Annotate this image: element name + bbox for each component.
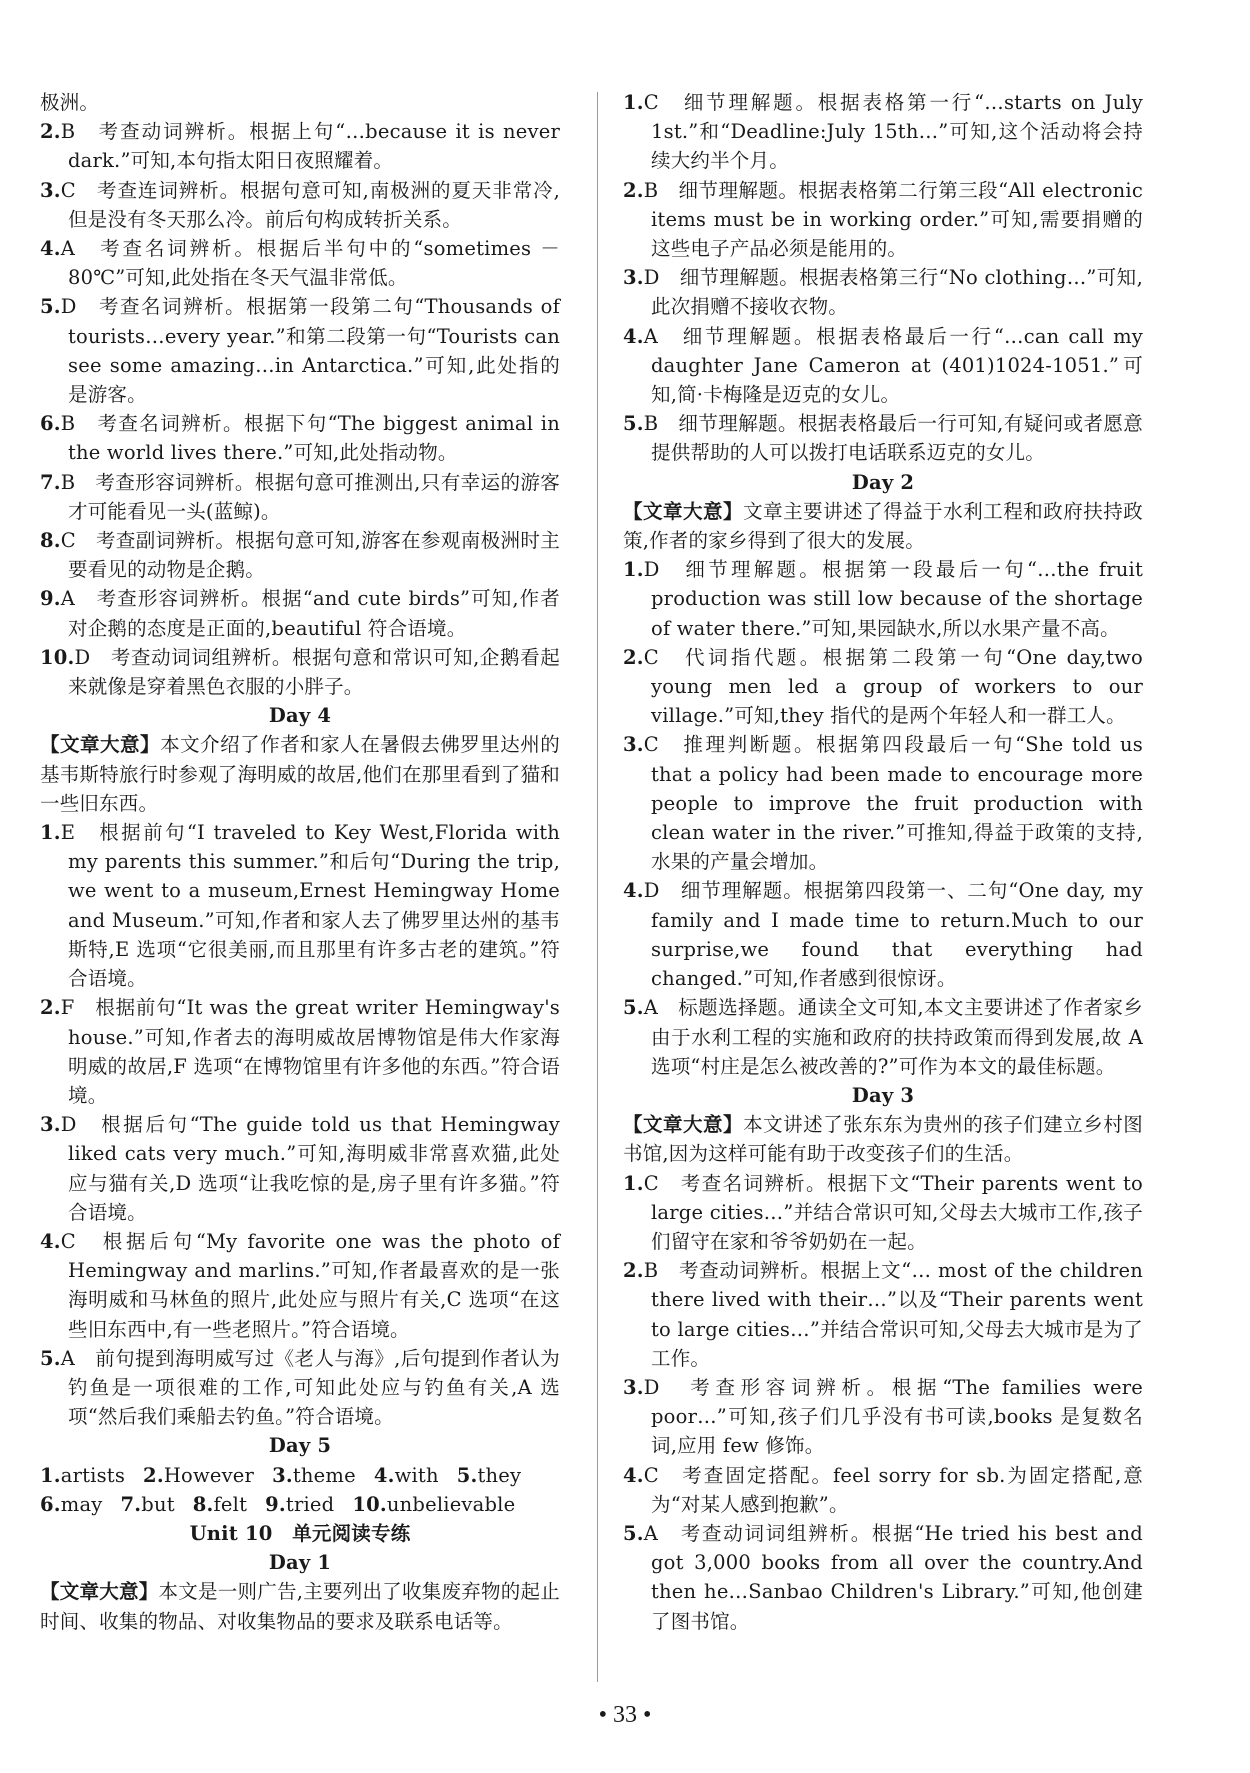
answer-number: 1. — [40, 821, 61, 845]
word-value: with — [394, 1463, 439, 1487]
answer-number: 1. — [623, 1171, 644, 1195]
word-number: 1. — [40, 1463, 61, 1487]
answer-number: 6. — [40, 412, 61, 436]
answer-item — [623, 876, 1143, 993]
answer-text: B 考查动词辨析。根据上句“…because it is never dark.”可知,本句指太阳日夜照耀着。 — [60, 120, 560, 173]
word-number: 8. — [192, 1492, 214, 1516]
answer-item — [40, 526, 560, 584]
section-heading: Day 4 — [268, 704, 332, 728]
summary-text: 文章主要讲述了得益于水利工程和政府扶持政策,作者的家乡得到了很大的发展。 — [623, 499, 1143, 553]
answer-text: F 根据前句“It was the great writer Hemingway's house.”可知,作者去的海明威故居博物馆是伟大作家海明威的故居,F 选项“在博物馆里有许多他的东西。”符合语境。 — [60, 996, 560, 1107]
word-answer-row — [40, 1490, 560, 1519]
answer-item — [623, 88, 1143, 176]
answer-number: 3. — [40, 178, 61, 202]
answer-number: 2. — [40, 996, 61, 1020]
word-value: However — [163, 1463, 255, 1487]
word-answer — [193, 1490, 247, 1519]
answer-item — [623, 643, 1143, 731]
answer-number: 5. — [623, 412, 644, 436]
left-column — [40, 88, 560, 1636]
answer-number: 2. — [623, 178, 644, 202]
answer-text: C 细节理解题。根据表格第一行“…starts on July 1st.”和“Deadline:July 15th…”可知,这个活动将会持续大约半个月。 — [643, 91, 1143, 173]
word-number: 9. — [265, 1492, 286, 1516]
word-value: artists — [60, 1463, 126, 1487]
answer-item — [623, 1373, 1143, 1461]
answer-text: A 考查形容词辨析。根据“and cute birds”可知,作者对企鹅的态度是正面的,beautiful 符合语境。 — [60, 587, 560, 640]
answer-item — [623, 409, 1143, 467]
answer-number: 1. — [623, 558, 644, 582]
word-answer — [374, 1461, 439, 1490]
answer-text: A 标题选择题。通读全文可知,本文主要讲述了作者家乡由于水利工程的实施和政府的扶持政策而得到发展,故 A 选项“村庄是怎么被改善的?”可作为本文的最佳标题。 — [643, 996, 1143, 1078]
answer-text: B 细节理解题。根据表格第二行第三段“All electronic items must be in working order.”可知,需要捐赠的这些电子产品必须是能用的。 — [643, 178, 1143, 261]
answer-text: C 根据后句“My favorite one was the photo of Hemingway and marlins.”可知,作者最喜欢的是一张海明威和马林鱼的照片,此处应与照片有关,C 选项“在这些旧东西中,有一些老照片。”符合语境。 — [60, 1229, 560, 1341]
answer-text: B 考查动词辨析。根据上文“… most of the children there lived with their…”以及“Their parents went to large cities…”并结合常识可知,父母去大城市是为了工作。 — [643, 1259, 1143, 1370]
answer-item — [40, 584, 560, 642]
answer-number: 2. — [623, 1259, 644, 1283]
word-number: 5. — [456, 1463, 478, 1487]
word-answer — [143, 1461, 254, 1490]
summary-tag: 【文章大意】 — [40, 733, 161, 757]
answer-item — [40, 993, 560, 1110]
answer-item — [623, 1519, 1143, 1636]
answer-number: 5. — [623, 1521, 644, 1545]
word-value: unbelievable — [386, 1492, 516, 1516]
word-value: but — [141, 1492, 175, 1516]
word-number: 2. — [143, 1463, 164, 1487]
answer-item — [623, 263, 1143, 321]
answer-item — [40, 176, 560, 234]
answer-number: 4. — [623, 879, 644, 903]
answer-number: 3. — [623, 733, 644, 757]
answer-text: C 代词指代题。根据第二段第一句“One day,two young men led a group of workers to our village.”可知,they 指代的是两个年轻人和一群工人。 — [643, 645, 1143, 728]
summary-text: 本文是一则广告,主要列出了收集废弃物的起止时间、收集的物品、对收集物品的要求及联系电话等。 — [40, 1580, 560, 1633]
answer-text: A 细节理解题。根据表格最后一行“…can call my daughter Jane Cameron at (401)1024-1051.”可知,简·卡梅隆是迈克的女儿。 — [643, 324, 1143, 407]
section-heading: Day 1 — [268, 1551, 332, 1575]
answer-number: 4. — [40, 237, 61, 261]
right-column — [623, 88, 1143, 1636]
word-number: 3. — [272, 1463, 293, 1487]
answer-number: 5. — [623, 996, 644, 1020]
section-heading: Day 5 — [268, 1434, 332, 1458]
answer-number: 5. — [40, 1346, 61, 1370]
answer-text: A 考查名词辨析。根据后半句中的“sometimes －80℃”可知,此处指在冬天气温非常低。 — [60, 237, 560, 290]
answer-number: 2. — [623, 645, 644, 669]
section-heading: Unit 10 单元阅读专练 — [189, 1521, 411, 1545]
summary-tag: 【文章大意】 — [623, 1113, 744, 1137]
answer-text: D 考查动词词组辨析。根据句意和常识可知,企鹅看起来就像是穿着黑色衣服的小胖子。 — [68, 645, 560, 699]
section-heading: Day 2 — [851, 470, 915, 494]
answer-number: 9. — [40, 587, 61, 611]
answer-item — [40, 468, 560, 526]
page-number: • 33 • — [598, 1702, 652, 1728]
word-answer — [40, 1490, 103, 1519]
summary-paragraph — [40, 730, 560, 818]
answer-text: C 推理判断题。根据第四段最后一句“She told us that a policy had been made to encourage more people to improve the fruit production with clean water in the river.”可推知,得益于政策的支持,水果的产量会增加。 — [643, 733, 1143, 874]
answer-item — [40, 643, 560, 701]
summary-paragraph — [40, 1577, 560, 1635]
answer-item — [40, 818, 560, 993]
summary-text: 本文介绍了作者和家人在暑假去佛罗里达州的基韦斯特旅行时参观了海明威的故居,他们在那里看到了猫和一些旧东西。 — [40, 733, 560, 815]
word-answer — [457, 1461, 522, 1490]
answer-item — [40, 1344, 560, 1432]
answer-number: 4. — [623, 1463, 644, 1487]
answer-item — [40, 292, 560, 409]
answer-item — [623, 176, 1143, 264]
answer-item — [623, 1256, 1143, 1373]
answer-item — [40, 1110, 560, 1227]
answer-item — [623, 322, 1143, 410]
answer-number: 3. — [40, 1113, 61, 1137]
word-number: 10. — [352, 1492, 387, 1516]
word-value: tried — [285, 1492, 335, 1516]
word-answer — [272, 1461, 356, 1490]
answer-item — [40, 117, 560, 175]
answer-text: E 根据前句“I traveled to Key West,Florida with my parents this summer.”和后句“During the trip, we went to a museum,Ernest Hemingway Home and Museum.”可知,作者和家人去了佛罗里达州的基韦斯特,E 选项“它很美丽,而且那里有许多古老的建筑。”符合语境。 — [60, 821, 560, 991]
answer-number: 1. — [623, 91, 644, 114]
answer-text: D 考查形容词辨析。根据“The families were poor…”可知,孩子们几乎没有书可读,books 是复数名词,应用 few 修饰。 — [643, 1375, 1143, 1458]
answer-number: 4. — [40, 1229, 61, 1253]
answer-text: B 考查名词辨析。根据下句“The biggest animal in the world lives there.”可知,此处指动物。 — [60, 412, 560, 465]
section-heading: Day 3 — [851, 1083, 915, 1107]
answer-number: 8. — [40, 529, 61, 553]
word-number: 4. — [373, 1463, 395, 1487]
answer-item — [623, 1461, 1143, 1519]
answer-text: D 考查名词辨析。根据第一段第二句“Thousands of tourists…every year.”和第二段第一句“Tourists can see some amazing…in Antarctica.”可知,此处指的是游客。 — [60, 295, 560, 407]
word-answer — [121, 1490, 175, 1519]
answer-text: B 细节理解题。根据表格最后一行可知,有疑问或者愿意提供帮助的人可以拨打电话联系迈克的女儿。 — [643, 412, 1143, 465]
answer-number: 2. — [40, 120, 61, 144]
answer-text: C 考查连词辨析。根据句意可知,南极洲的夏天非常冷,但是没有冬天那么冷。前后句构成转折关系。 — [60, 178, 560, 231]
answer-text: C 考查固定搭配。feel sorry for sb.为固定搭配,意为“对某人感到抱歉”。 — [643, 1463, 1143, 1516]
answer-text: D 细节理解题。根据表格第三行“No clothing…”可知,此次捐赠不接收衣物。 — [643, 266, 1143, 319]
summary-paragraph — [623, 497, 1143, 555]
word-answer — [352, 1490, 515, 1519]
answer-item — [623, 730, 1143, 876]
answer-text: D 根据后句“The guide told us that Hemingway liked cats very much.”可知,海明威非常喜欢猫,此处应与猫有关,D 选项“让我吃惊的是,房子里有许多猫。”符合语境。 — [60, 1113, 560, 1224]
answer-item — [40, 234, 560, 292]
answer-item — [623, 993, 1143, 1081]
answer-number: 5. — [40, 295, 61, 319]
answer-number: 3. — [623, 266, 644, 290]
answer-item — [623, 555, 1143, 643]
word-answer-row — [40, 1461, 560, 1490]
word-number: 7. — [120, 1492, 142, 1516]
answer-text: C 考查副词辨析。根据句意可知,游客在参观南极洲时主要看见的动物是企鹅。 — [60, 529, 560, 582]
column-divider — [597, 92, 598, 1682]
answer-item — [623, 1169, 1143, 1257]
answer-number: 10. — [40, 645, 75, 669]
word-value: they — [477, 1463, 522, 1487]
answer-text: A 考查动词词组辨析。根据“He tried his best and got 3,000 books from all over the country.And then he…Sanbao Children's Library.”可知,他创建了图书馆。 — [643, 1521, 1143, 1633]
answer-text: C 考查名词辨析。根据下文“Their parents went to large cities…”并结合常识可知,父母去大城市工作,孩子们留守在家和爷爷奶奶在一起。 — [643, 1171, 1143, 1253]
answer-item — [40, 1227, 560, 1344]
answer-number: 4. — [623, 324, 644, 348]
word-answer — [40, 1461, 125, 1490]
answer-text: D 细节理解题。根据第一段最后一句“…the fruit production was still low because of the shortage of water there.”可知,果园缺水,所以水果产量不高。 — [643, 558, 1143, 640]
continued-text: 极洲。 — [40, 91, 100, 114]
word-number: 6. — [40, 1492, 61, 1516]
answer-text: A 前句提到海明威写过《老人与海》,后句提到作者认为钓鱼是一项很难的工作,可知此处应与钓鱼有关,A 选项“然后我们乘船去钓鱼。”符合语境。 — [60, 1346, 560, 1429]
answer-text: B 考查形容词辨析。根据句意可推测出,只有幸运的游客才可能看见一头(蓝鲸)。 — [60, 470, 560, 523]
word-answer — [265, 1490, 334, 1519]
summary-text: 本文讲述了张东东为贵州的孩子们建立乡村图书馆,因为这样可能有助于改变孩子们的生活。 — [623, 1113, 1143, 1166]
word-value: felt — [213, 1492, 248, 1516]
answer-item — [40, 409, 560, 467]
answer-number: 3. — [623, 1375, 644, 1399]
answer-text: D 细节理解题。根据第四段第一、二句“One day, my family and I made time to return.Much to our surprise,we found that everything had changed.”可知,作者感到很惊讶。 — [643, 879, 1143, 991]
answer-number: 7. — [40, 470, 61, 494]
summary-tag: 【文章大意】 — [623, 499, 744, 523]
word-value: may — [60, 1492, 103, 1516]
word-value: theme — [292, 1463, 356, 1487]
summary-paragraph — [623, 1110, 1143, 1168]
summary-tag: 【文章大意】 — [40, 1580, 159, 1604]
